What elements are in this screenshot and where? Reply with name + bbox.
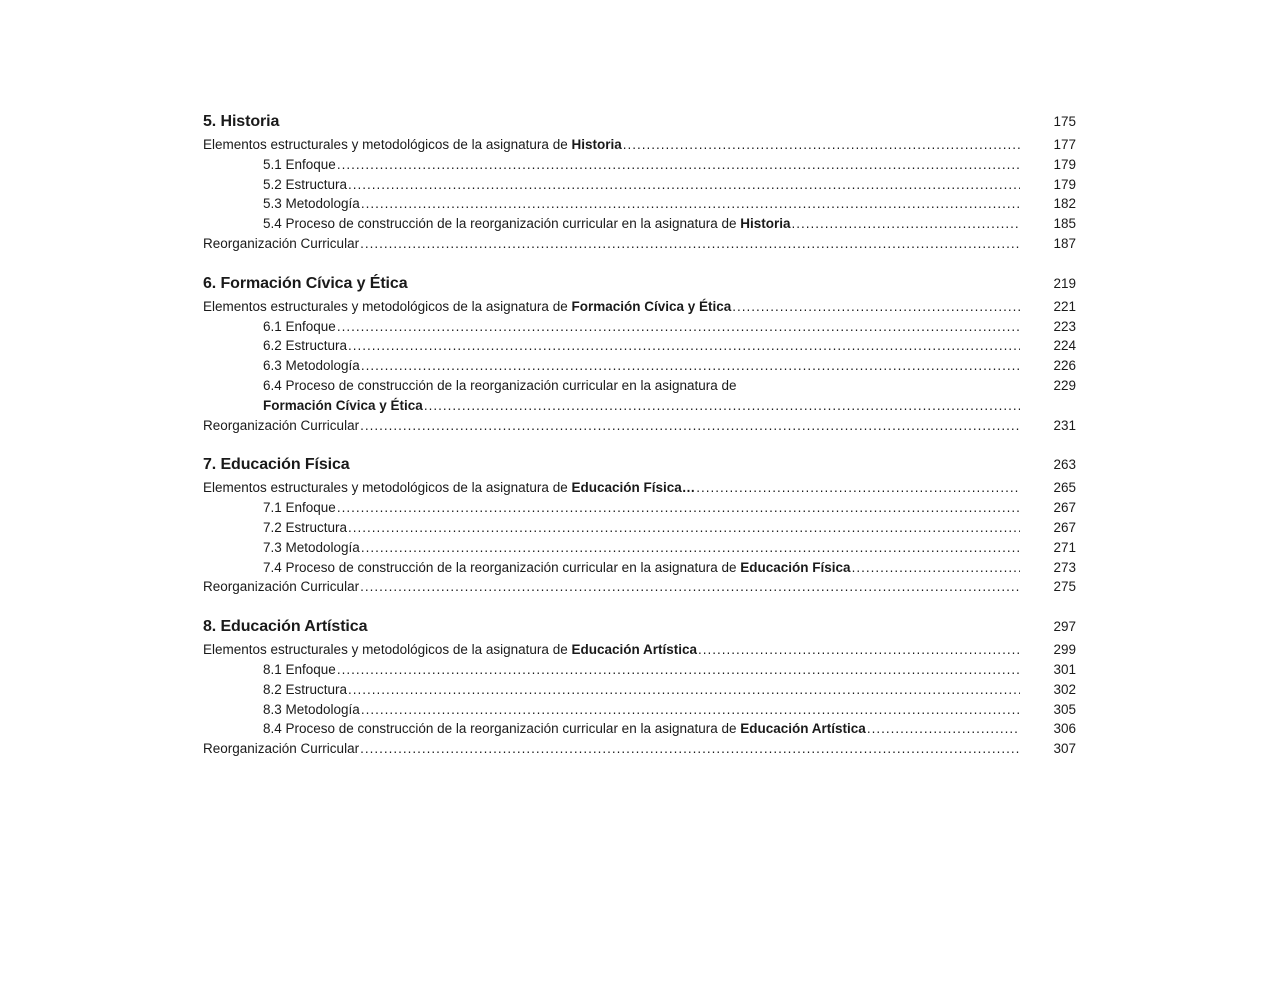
section-title: 6. Formación Cívica y Ética	[203, 274, 408, 292]
page-number: 231	[1053, 417, 1076, 433]
toc-entry-text-segment: 5.3 Metodología	[263, 196, 360, 212]
page-number: 306	[1053, 721, 1076, 737]
toc-entry-text-segment: 6.4 Proceso de construcción de la reorganización curricular en la asignatura de	[263, 377, 737, 393]
toc-entry-text-segment: 7.3 Metodología	[263, 539, 360, 555]
toc-entry-text	[203, 135, 622, 155]
toc-entry-text	[263, 660, 336, 680]
toc-content	[203, 112, 1076, 759]
page-number: 273	[1053, 559, 1076, 575]
toc-entry-text	[203, 297, 731, 317]
dot-leader	[360, 577, 1020, 597]
toc-entry-row	[203, 680, 1076, 700]
page-number: 177	[1053, 137, 1076, 152]
toc-entry-text-segment: Reorganización Curricular	[203, 579, 360, 595]
toc-section	[203, 617, 1076, 759]
section-page-number: 297	[1053, 619, 1076, 635]
dot-leader	[360, 416, 1020, 436]
toc-entry-text	[203, 739, 359, 759]
toc-entry-text	[263, 719, 866, 739]
toc-entry-text-segment: 5.2 Estructura	[263, 176, 348, 192]
section-title: 8. Educación Artística	[203, 618, 368, 636]
section-heading-row	[203, 274, 1076, 294]
toc-entry-text-segment: Reorganización Curricular	[203, 741, 360, 757]
toc-entry-row	[203, 175, 1076, 195]
toc-entry-text	[263, 194, 360, 214]
toc-entry-row	[203, 194, 1076, 214]
section-page-number: 219	[1053, 275, 1076, 291]
toc-entry-row	[203, 538, 1076, 558]
toc-entry-text-segment: Elementos estructurales y metodológicos de la asignatura de	[203, 298, 572, 314]
dot-leader	[792, 214, 1020, 234]
dot-leader	[348, 518, 1020, 538]
toc-entry-row	[203, 317, 1076, 337]
toc-entry-text	[263, 518, 347, 538]
toc-section	[203, 112, 1076, 254]
section-title: 5. Historia	[203, 113, 280, 130]
toc-entry-text-segment: Elementos estructurales y metodológicos de la asignatura de	[203, 137, 572, 152]
toc-entry-text	[263, 214, 791, 234]
toc-entry-text-bold: Educación Física	[740, 559, 851, 575]
dot-leader	[360, 234, 1020, 254]
page-number: 224	[1053, 338, 1076, 354]
dot-leader	[361, 356, 1020, 376]
page-number: 299	[1053, 642, 1076, 658]
dot-leader	[623, 135, 1020, 155]
page-number: 267	[1053, 500, 1076, 516]
toc-entry-row	[203, 640, 1076, 660]
toc-entry-text-bold: Historia	[740, 216, 791, 232]
toc-entry-row	[203, 416, 1076, 436]
toc-entry-row	[203, 234, 1076, 254]
toc-entry-text	[263, 356, 360, 376]
toc-entry-text-segment: 6.3 Metodología	[263, 358, 360, 374]
toc-entry-row	[203, 356, 1076, 376]
page-number: 182	[1053, 196, 1076, 212]
toc-entry-text	[203, 478, 695, 498]
page-number: 226	[1053, 358, 1076, 374]
dot-leader	[348, 336, 1020, 356]
dot-leader	[361, 538, 1020, 558]
toc-entry-text-segment: 8.4 Proceso de construcción de la reorganización curricular en la asignatura de	[263, 721, 741, 737]
section-heading-row	[203, 617, 1076, 637]
toc-entry-text-segment: Reorganización Curricular	[203, 235, 360, 251]
toc-entry-text-segment: 6.2 Estructura	[263, 338, 348, 354]
toc-entry-text	[203, 234, 359, 254]
toc-entry-text-bold: Historia	[571, 137, 622, 152]
toc-entry-row	[203, 214, 1076, 234]
page-number: 265	[1053, 480, 1076, 496]
dot-leader	[337, 498, 1020, 518]
dot-leader	[337, 317, 1020, 337]
toc-entry-text-bold: Educación Física…	[571, 480, 696, 496]
dot-leader	[360, 739, 1020, 759]
page-number: 179	[1053, 156, 1076, 172]
toc-entry-text	[263, 376, 737, 396]
page-number: 307	[1053, 741, 1076, 757]
section-page-number: 263	[1053, 457, 1076, 473]
toc-entry-text	[263, 175, 347, 195]
toc-entry-text-segment: 8.2 Estructura	[263, 681, 348, 697]
toc-entry-text-bold: Educación Artística	[740, 721, 866, 737]
page-number: 179	[1053, 176, 1076, 192]
toc-entry-text-bold: Educación Artística	[571, 642, 698, 658]
dot-leader	[852, 558, 1020, 578]
page-number: 305	[1053, 701, 1076, 717]
page-number: 185	[1053, 216, 1076, 232]
toc-entry-row	[203, 478, 1076, 498]
toc-entry-text	[263, 558, 851, 578]
dot-leader	[337, 660, 1020, 680]
toc-entry-text-segment: Reorganización Curricular	[203, 417, 360, 433]
toc-entry-text-segment: 8.3 Metodología	[263, 701, 360, 717]
toc-entry-text	[263, 336, 347, 356]
toc-entry-text-segment: Elementos estructurales y metodológicos de la asignatura de	[203, 480, 572, 496]
page-number: 267	[1053, 519, 1076, 535]
toc-entry-row	[203, 155, 1076, 175]
toc-entry-text-segment: 6.1 Enfoque	[263, 318, 336, 334]
toc-entry-row	[203, 558, 1076, 578]
toc-entry-text-segment: Elementos estructurales y metodológicos de la asignatura de	[203, 642, 572, 658]
page-number: 275	[1053, 579, 1076, 595]
toc-entry-row	[203, 396, 1076, 416]
toc-entry-row	[203, 376, 1076, 396]
toc-entry-row	[203, 739, 1076, 759]
toc-entry-row	[203, 660, 1076, 680]
toc-entry-text	[263, 396, 423, 416]
dot-leader	[698, 640, 1020, 660]
section-heading-row	[203, 112, 1076, 132]
toc-entry-text-bold: Formación Cívica y Ética	[263, 397, 423, 413]
toc-entry-row	[203, 336, 1076, 356]
dot-leader	[732, 297, 1020, 317]
toc-entry-row	[203, 700, 1076, 720]
toc-entry-row	[203, 498, 1076, 518]
toc-entry-row	[203, 297, 1076, 317]
dot-leader	[348, 175, 1020, 195]
toc-entry-text-segment: 7.2 Estructura	[263, 519, 348, 535]
toc-entry-text	[263, 498, 336, 518]
page-number: 229	[1053, 377, 1076, 393]
toc-entry-text-segment: 5.1 Enfoque	[263, 156, 336, 172]
page-number: 221	[1053, 298, 1076, 314]
toc-entry-row	[203, 518, 1076, 538]
dot-leader	[696, 478, 1020, 498]
page-number: 223	[1053, 318, 1076, 334]
toc-entry-text	[203, 577, 359, 597]
toc-entry-text-segment: 8.1 Enfoque	[263, 661, 336, 677]
toc-section	[203, 455, 1076, 597]
section-page-number: 175	[1053, 114, 1076, 129]
toc-entry-text	[263, 317, 336, 337]
toc-entry-text	[263, 700, 360, 720]
dot-leader	[867, 719, 1020, 739]
page-number: 271	[1053, 539, 1076, 555]
toc-entry-text	[263, 680, 347, 700]
toc-entry-text-segment: 7.1 Enfoque	[263, 500, 336, 516]
section-title: 7. Educación Física	[203, 456, 350, 474]
toc-entry-row	[203, 135, 1076, 155]
dot-leader	[348, 680, 1020, 700]
dot-leader	[361, 700, 1020, 720]
toc-entry-row	[203, 577, 1076, 597]
toc-entry-text-bold: Formación Cívica y Ética	[571, 298, 732, 314]
toc-section	[203, 274, 1076, 436]
toc-entry-text	[263, 538, 360, 558]
dot-leader	[424, 396, 1020, 416]
toc-entry-text	[263, 155, 336, 175]
toc-entry-text-segment: 7.4 Proceso de construcción de la reorganización curricular en la asignatura de	[263, 559, 741, 575]
page-number: 301	[1053, 661, 1076, 677]
section-heading-row	[203, 455, 1076, 475]
dot-leader	[337, 155, 1020, 175]
toc-entry-text	[203, 416, 359, 436]
toc-entry-text-segment: 5.4 Proceso de construcción de la reorganización curricular en la asignatura de	[263, 216, 741, 232]
page-number: 302	[1053, 681, 1076, 697]
toc-entry-text	[203, 640, 697, 660]
toc-entry-row	[203, 719, 1076, 739]
page-number: 187	[1053, 235, 1076, 251]
dot-leader	[361, 194, 1020, 214]
